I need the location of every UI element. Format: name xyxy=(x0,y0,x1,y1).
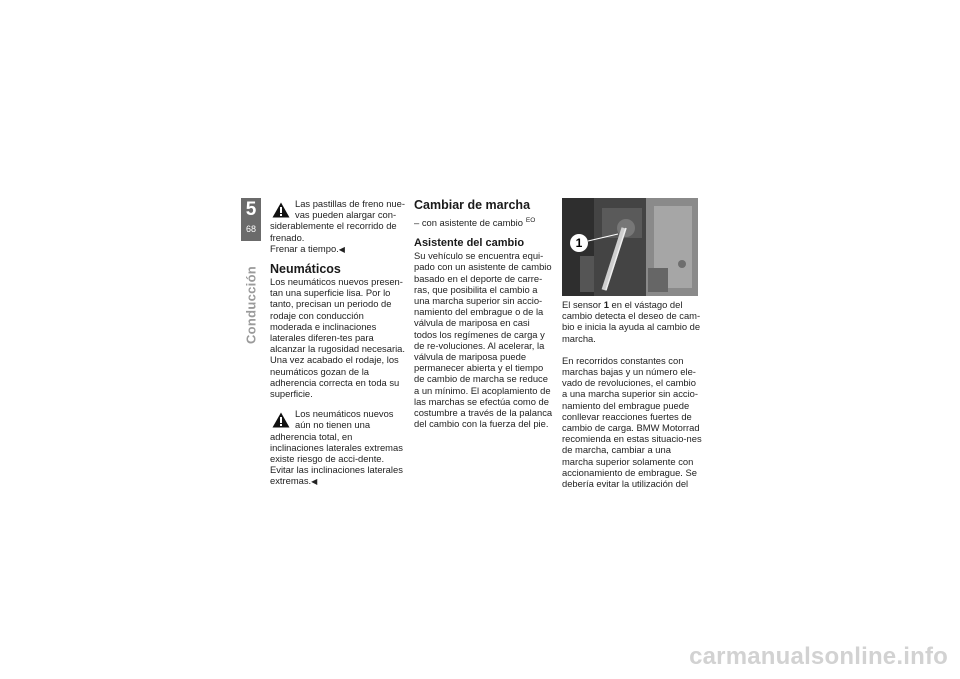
sensor-reference-number: 1 xyxy=(603,299,609,310)
warning-tires xyxy=(270,408,406,487)
warning-tires-instruction: Evitar las inclinaciones laterales extremas.◀ xyxy=(270,464,403,487)
tires-paragraph: Los neumáticos nuevos presen-tan una superficie lisa. Por lo tanto, precisan un periodo de rodaje con conducción moderada e inclinaciones laterales diferen-tes para alcanzar la rugosidad necesaria. Una vez acabado el rodaje, los neumáticos gozan de la adherencia correcta en toda su superficie. xyxy=(270,276,405,400)
chapter-tab xyxy=(241,198,261,241)
shift-sensor-photo xyxy=(562,198,698,296)
shifting-subtitle: – con asistente de cambio $^{EO}$ xyxy=(414,217,536,228)
column-left xyxy=(270,198,406,488)
end-mark: ◀ xyxy=(338,244,345,254)
end-mark: ◀ xyxy=(311,477,318,487)
shift-assistant-heading: Asistente del cambio xyxy=(414,237,525,250)
constant-run-paragraph: En recorridos constantes con marchas bajas y un número ele-vado de revoluciones, el cambio a una marcha superior sin accio-namiento del embrague puede conllevar reacciones fuertes de cambio de carga. BMW Motorrad recomienda en estas situacio-nes de marcha, cambiar a una marcha superior solamente con accionamiento de embrague. Se debería evitar la utilización del xyxy=(562,354,702,490)
warning-brakes-instruction: Frenar a tiempo.◀ xyxy=(270,242,345,254)
warning-tires-text: Los neumáticos nuevos aún no tienen una adherencia total, en inclinaciones laterales extremas existe riesgo de acci-dente. xyxy=(270,408,403,465)
shifting-heading: Cambiar de marcha xyxy=(414,198,531,212)
warning-triangle-icon xyxy=(272,412,290,428)
photo-callout-label: 1 xyxy=(575,236,583,250)
watermark: carmanualsonline.info xyxy=(689,643,948,670)
warning-brakes-text: Las pastillas de freno nue-vas pueden alargar con-siderablemente el recorrido de frenado. xyxy=(270,198,405,243)
option-code: EO xyxy=(525,217,536,224)
chapter-title: Conducción xyxy=(243,265,259,345)
warning-brakes xyxy=(270,198,406,255)
column-right xyxy=(562,198,702,489)
warning-triangle-icon xyxy=(272,202,290,218)
page-number: 68 xyxy=(245,224,256,234)
tires-heading: Neumáticos xyxy=(270,262,341,277)
sensor-paragraph: El sensor 1 en el vástago del cambio detecta el deseo de cam-bio e inicia la ayuda al cambio de marcha. xyxy=(562,299,701,344)
column-middle xyxy=(414,198,554,429)
shift-assistant-paragraph: Su vehículo se encuentra equi-pado con un asistente de cambio basado en el deporte de carre-ras, que posibilita el cambio a una marcha superior sin accio-namiento del embrague o de la válvula de mariposa en casi todos los regímenes de carga y de re-voluciones. Al acelerar, la válvula de mariposa puede permanecer abierta y el tiempo de cambio de marcha se reduce a un mínimo. El acoplamiento de las marchas se efectúa como de costumbre a través de la palanca del cambio con la fuerza del pie. xyxy=(414,250,553,430)
chapter-number: 5 xyxy=(245,199,257,220)
chapter-side-label xyxy=(241,255,261,355)
